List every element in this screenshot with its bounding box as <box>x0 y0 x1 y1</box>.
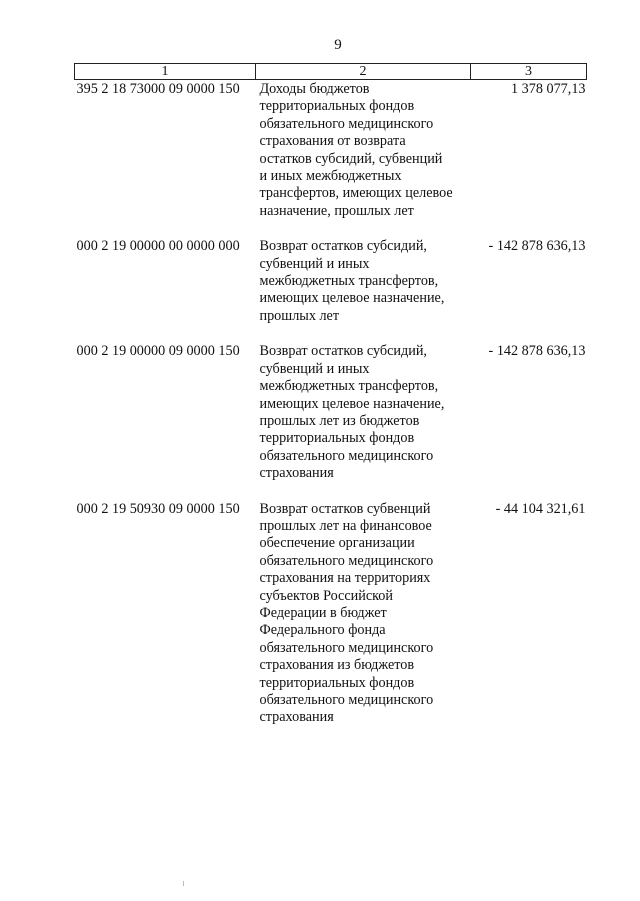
row-spacer <box>75 325 587 343</box>
name-line: остатков субсидий, субвенций <box>259 150 443 167</box>
name-line: обязательного медицинского <box>259 639 434 656</box>
name-line: обязательного медицинского <box>259 447 434 464</box>
name-line: назначение, прошлых лет <box>259 202 414 219</box>
table-row <box>75 80 587 221</box>
name-line: прошлых лет на финансовое <box>259 517 432 534</box>
name-line: страхования на территориях <box>259 570 431 587</box>
budget-item-name <box>256 343 471 482</box>
name-line: межбюджетных трансфертов, <box>259 378 439 395</box>
name-line: страхования от возврата <box>259 133 406 150</box>
name-line: межбюджетных трансфертов, <box>259 273 439 290</box>
budget-code: 000 2 19 00000 00 0000 000 <box>76 238 240 255</box>
column-header-3: 3 <box>471 64 587 80</box>
name-line: обеспечение организации <box>259 535 415 552</box>
name-line: обязательного медицинского <box>259 552 434 569</box>
name-line: страхования <box>259 709 334 726</box>
name-line: и иных межбюджетных <box>259 168 402 185</box>
name-line: субвенций и иных <box>259 360 370 377</box>
budget-item-name <box>256 238 471 325</box>
page-number: 9 <box>334 37 342 53</box>
budget-amount: - 142 878 636,13 <box>488 343 586 360</box>
name-line: территориальных фондов <box>259 674 415 691</box>
name-line: обязательного медицинского <box>259 115 434 132</box>
name-line: Федерального фонда <box>259 622 386 639</box>
name-line: прошлых лет <box>259 307 340 324</box>
name-line: территориальных фондов <box>259 430 415 447</box>
name-line: страхования из бюджетов <box>259 657 415 674</box>
scan-mark <box>183 881 184 886</box>
column-header-1: 1 <box>75 64 256 80</box>
name-line: субвенций и иных <box>259 255 370 272</box>
row-spacer <box>75 483 587 501</box>
name-line: имеющих целевое назначение, <box>259 395 445 412</box>
budget-item-name <box>256 80 471 221</box>
table-row <box>75 501 587 727</box>
budget-amount: - 142 878 636,13 <box>488 238 586 255</box>
budget-amount: - 44 104 321,61 <box>495 500 586 517</box>
name-line: обязательного медицинского <box>259 692 434 708</box>
budget-amount: 1 378 077,13 <box>511 81 586 97</box>
name-line: территориальных фондов <box>259 98 415 115</box>
table-row <box>75 238 587 325</box>
name-line: страхования <box>259 465 334 482</box>
budget-code: 000 2 19 00000 09 0000 150 <box>76 343 240 360</box>
table-row <box>75 343 587 482</box>
name-line: Федерации в бюджет <box>259 604 387 621</box>
name-line: Возврат остатков субсидий, <box>259 238 427 255</box>
budget-code: 395 2 18 73000 09 0000 150 <box>76 81 240 97</box>
name-line: субъектов Российской <box>259 587 393 604</box>
name-line: трансфертов, имеющих целевое <box>259 185 453 202</box>
budget-table <box>74 63 587 727</box>
table-body <box>75 80 587 727</box>
table-header <box>75 64 587 80</box>
name-line: прошлых лет из бюджетов <box>259 412 420 429</box>
name-line: Доходы бюджетов <box>259 81 370 97</box>
name-line: Возврат остатков субвенций <box>259 500 431 517</box>
column-header-2: 2 <box>256 64 471 80</box>
budget-code: 000 2 19 50930 09 0000 150 <box>76 500 240 517</box>
name-line: Возврат остатков субсидий, <box>259 343 427 360</box>
name-line: имеющих целевое назначение, <box>259 290 445 307</box>
row-spacer <box>75 220 587 238</box>
budget-item-name <box>256 501 471 727</box>
